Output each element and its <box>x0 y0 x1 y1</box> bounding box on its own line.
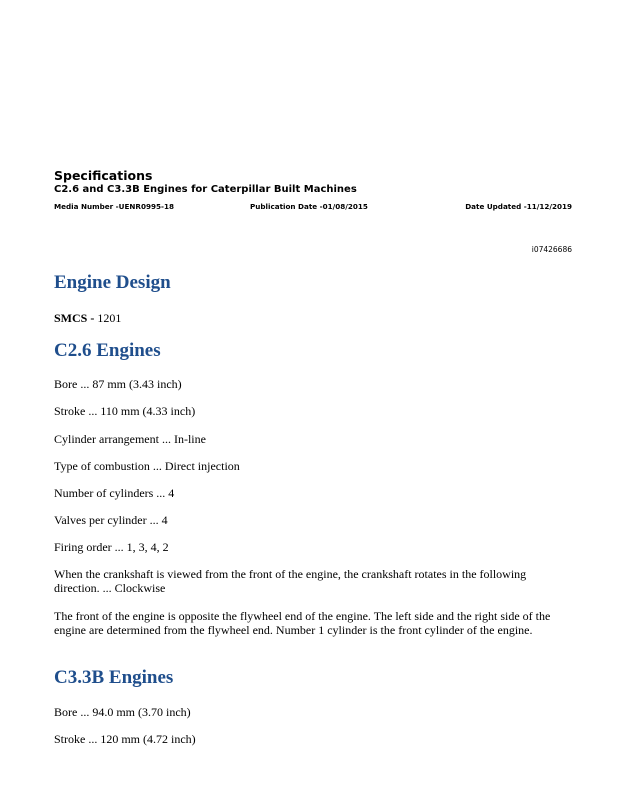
spec-bore-c33b: Bore ... 94.0 mm (3.70 inch) <box>54 705 191 719</box>
heading-c33b-engines: C3.3B Engines <box>54 667 174 688</box>
spec-stroke-c33b: Stroke ... 120 mm (4.72 inch) <box>54 732 196 746</box>
spec-firing-order: Firing order ... 1, 3, 4, 2 <box>54 540 169 554</box>
document-id: i07426686 <box>531 245 572 254</box>
media-number: Media Number -UENR0995-18 <box>54 202 174 211</box>
publication-date: Publication Date -01/08/2015 <box>250 202 368 211</box>
spec-cylinders: Number of cylinders ... 4 <box>54 486 175 500</box>
date-updated: Date Updated -11/12/2019 <box>465 202 572 211</box>
smcs-value: 1201 <box>97 311 122 325</box>
spec-rotation: When the crankshaft is viewed from the front of the engine, the crankshaft rotates in the following direction. ... Clockwise <box>54 567 527 595</box>
heading-c26-engines: C2.6 Engines <box>54 340 161 361</box>
document-title: Specifications <box>54 168 153 183</box>
document-subtitle: C2.6 and C3.3B Engines for Caterpillar Built Machines <box>54 184 357 195</box>
spec-stroke: Stroke ... 110 mm (4.33 inch) <box>54 404 196 418</box>
heading-engine-design: Engine Design <box>54 272 171 293</box>
smcs-label: SMCS - <box>54 311 95 325</box>
spec-cylinder-arrangement: Cylinder arrangement ... In-line <box>54 432 206 446</box>
spec-bore: Bore ... 87 mm (3.43 inch) <box>54 377 182 391</box>
smcs-line <box>54 311 121 326</box>
spec-combustion: Type of combustion ... Direct injection <box>54 459 240 473</box>
spec-orientation-note: The front of the engine is opposite the flywheel end of the engine. The left side and the right side of the engine are determined from the flywheel end. Number 1 cylinder is the front cylinder of the engine. <box>54 609 551 637</box>
spec-valves: Valves per cylinder ... 4 <box>54 513 168 527</box>
